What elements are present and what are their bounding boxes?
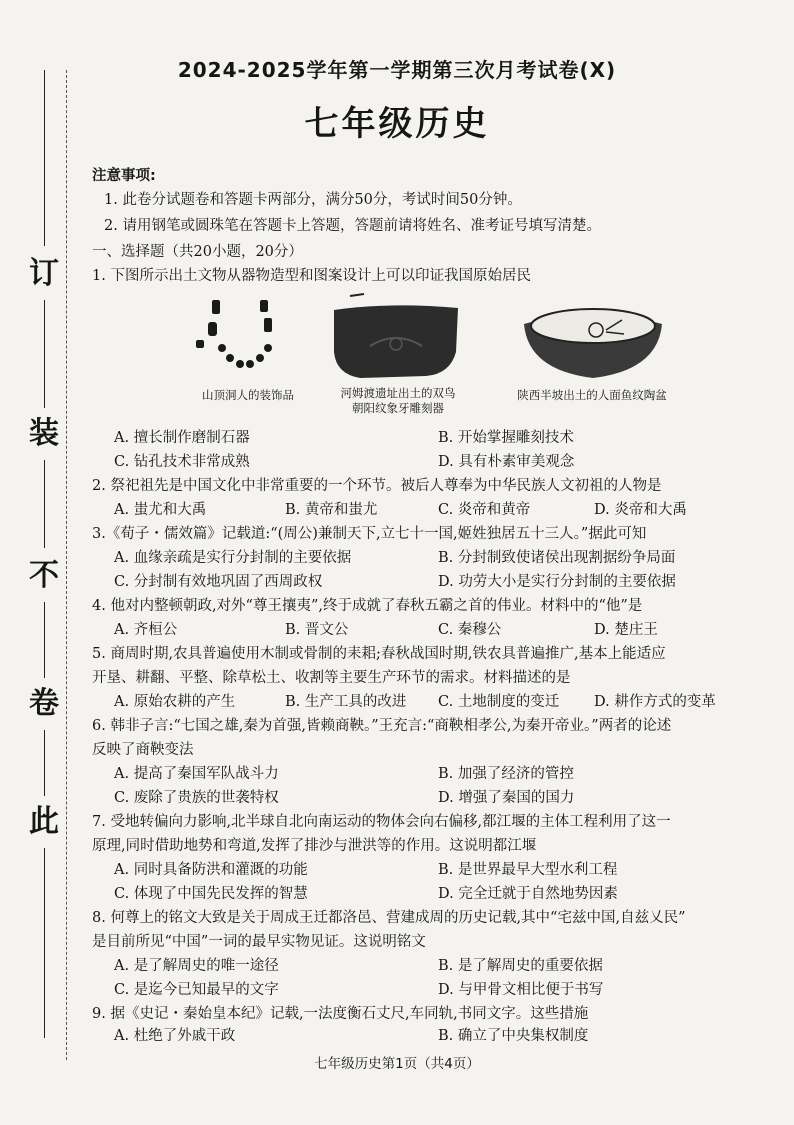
margin-char: 此 [29, 804, 59, 839]
option: A. 是了解周史的唯一途径 [114, 958, 279, 974]
image-caption: 陕西半坡出土的人面鱼纹陶盆 [517, 388, 667, 402]
option: C. 土地制度的变迁 [438, 694, 560, 710]
option: B. 分封制致使诸侯出现割据纷争局面 [438, 550, 676, 566]
margin-rule [44, 602, 45, 678]
option: B. 是世界最早大型水利工程 [438, 862, 618, 878]
question-stem: 5. 商周时期,农具普遍使用木制或骨制的耒耜;春秋战国时期,铁农具普遍推广,基本上能适应 [92, 646, 666, 662]
option: C. 是迄今已知最早的文字 [114, 982, 279, 998]
ornament-bead [246, 360, 254, 368]
image-caption: 河姆渡遗址出土的双鸟 [340, 386, 456, 400]
page-footer: 七年级历史第1页（共4页） [314, 1056, 480, 1072]
question-stem: 6. 韩非子言:“七国之雄,秦为首强,皆赖商鞅。”王充言:“商鞅相孝公,为秦开帝业。”两者的论述 [92, 718, 672, 734]
carving-body [334, 305, 458, 378]
question-stem: 原理,同时借助地势和弯道,发挥了排沙与泄洪等的作用。这说明都江堰 [92, 838, 537, 854]
question-stem: 1. 下图所示出土文物从器物造型和图案设计上可以印证我国原始居民 [92, 268, 531, 284]
carving-fragment [350, 294, 364, 296]
note-item: 1. 此卷分试题卷和答题卡两部分，满分50分，考试时间50分钟。 [104, 192, 522, 208]
option: C. 分封制有效地巩固了西周政权 [114, 574, 323, 590]
option: A. 杜绝了外戚干政 [114, 1028, 236, 1044]
image-caption: 山顶洞人的装饰品 [202, 388, 294, 402]
option: C. 炎帝和黄帝 [438, 502, 531, 518]
exam-title: 2024-2025学年第一学期第三次月考试卷(X) [177, 58, 617, 82]
option: A. 提高了秦国军队战斗力 [114, 766, 279, 782]
option: D. 功劳大小是实行分封制的主要依据 [438, 574, 676, 590]
margin-char: 装 [29, 416, 59, 451]
image-caption: 朝阳纹象牙雕刻器 [352, 401, 444, 415]
ornament-bead [260, 300, 268, 312]
option: A. 血缘亲疏是实行分封制的主要依据 [114, 550, 352, 566]
question-stem: 9. 据《史记・秦始皇本纪》记载,一法度衡石丈尺,车同轨,书同文字。这些措施 [92, 1006, 589, 1022]
option: A. 原始农耕的产生 [114, 694, 236, 710]
option: B. 晋文公 [285, 622, 349, 638]
option: D. 完全迁就于自然地势因素 [438, 886, 618, 902]
option: A. 齐桓公 [114, 622, 178, 638]
option: C. 钻孔技术非常成熟 [114, 454, 250, 470]
ornament-bead [212, 300, 220, 314]
question-stem: 2. 祭祀祖先是中国文化中非常重要的一个环节。被后人尊奉为中华民族人文初祖的人物是 [92, 478, 662, 494]
margin-char: 不 [29, 558, 59, 593]
question-stem: 开垦、耕翻、平整、除草松土、收割等主要生产环节的需求。材料描述的是 [92, 670, 571, 686]
question-stem: 是目前所见“中国”一词的最早实物见证。这说明铭文 [92, 934, 426, 950]
margin-rule [44, 460, 45, 548]
ornament-bead [256, 354, 264, 362]
option: D. 增强了秦国的国力 [438, 790, 575, 806]
note-item: 2. 请用钢笔或圆珠笔在答题卡上答题，答题前请将姓名、准考证号填写清楚。 [104, 218, 601, 234]
option: C. 废除了贵族的世袭特权 [114, 790, 279, 806]
basin-rim [531, 309, 655, 343]
option: C. 秦穆公 [438, 622, 502, 638]
option: D. 楚庄王 [594, 622, 658, 638]
option: D. 耕作方式的变革 [594, 694, 716, 710]
ornament-bead [208, 322, 217, 336]
option: B. 黄帝和蚩尤 [285, 502, 378, 518]
question-stem: 3.《荀子・儒效篇》记载道:“(周公)兼制天下,立七十一国,姬姓独居五十三人。”据此可知 [92, 526, 647, 542]
option: B. 加强了经济的管控 [438, 766, 574, 782]
ornament-bead [218, 344, 226, 352]
margin-rule [44, 300, 45, 408]
subject-title: 七年级历史 [304, 104, 490, 144]
question-stem: 4. 他对内整顿朝政,对外“尊王攘夷”,终于成就了春秋五霸之首的伟业。材料中的“他”是 [92, 598, 643, 614]
option: D. 具有朴素审美观念 [438, 454, 575, 470]
option: D. 与甲骨文相比便于书写 [438, 982, 604, 998]
option: A. 擅长制作磨制石器 [114, 430, 250, 446]
option: A. 同时具备防洪和灌溉的功能 [114, 862, 308, 878]
dashed-cut-line [66, 70, 67, 1060]
question-stem: 8. 何尊上的铭文大致是关于周成王迁都洛邑、营建成周的历史记载,其中“宅兹中国,自兹乂民” [92, 910, 686, 926]
question-stem: 反映了商鞅变法 [92, 742, 194, 758]
ornament-bead [196, 340, 204, 348]
ornament-image [188, 296, 318, 382]
fish-basin-image [518, 300, 668, 382]
margin-rule [44, 848, 45, 1038]
option: B. 生产工具的改进 [285, 694, 407, 710]
option: C. 体现了中国先民发挥的智慧 [114, 886, 308, 902]
ornament-bead [236, 360, 244, 368]
question-stem: 7. 受地转偏向力影响,北半球自北向南运动的物体会向右偏移,都江堰的主体工程利用了这一 [92, 814, 671, 830]
ornament-bead [264, 318, 272, 332]
margin-char: 卷 [29, 686, 59, 721]
option: A. 蚩尤和大禹 [114, 502, 207, 518]
option: B. 是了解周史的重要依据 [438, 958, 603, 974]
option: B. 开始掌握雕刻技术 [438, 430, 574, 446]
option: B. 确立了中央集权制度 [438, 1028, 589, 1044]
ornament-bead [226, 354, 234, 362]
margin-rule [44, 730, 45, 796]
margin-char: 订 [29, 256, 59, 291]
option: D. 炎帝和大禹 [594, 502, 687, 518]
ivory-carving-image [330, 292, 462, 382]
ornament-bead [264, 344, 272, 352]
section-title: 一、选择题（共20小题，20分） [92, 244, 303, 260]
notes-heading: 注意事项: [92, 168, 156, 184]
